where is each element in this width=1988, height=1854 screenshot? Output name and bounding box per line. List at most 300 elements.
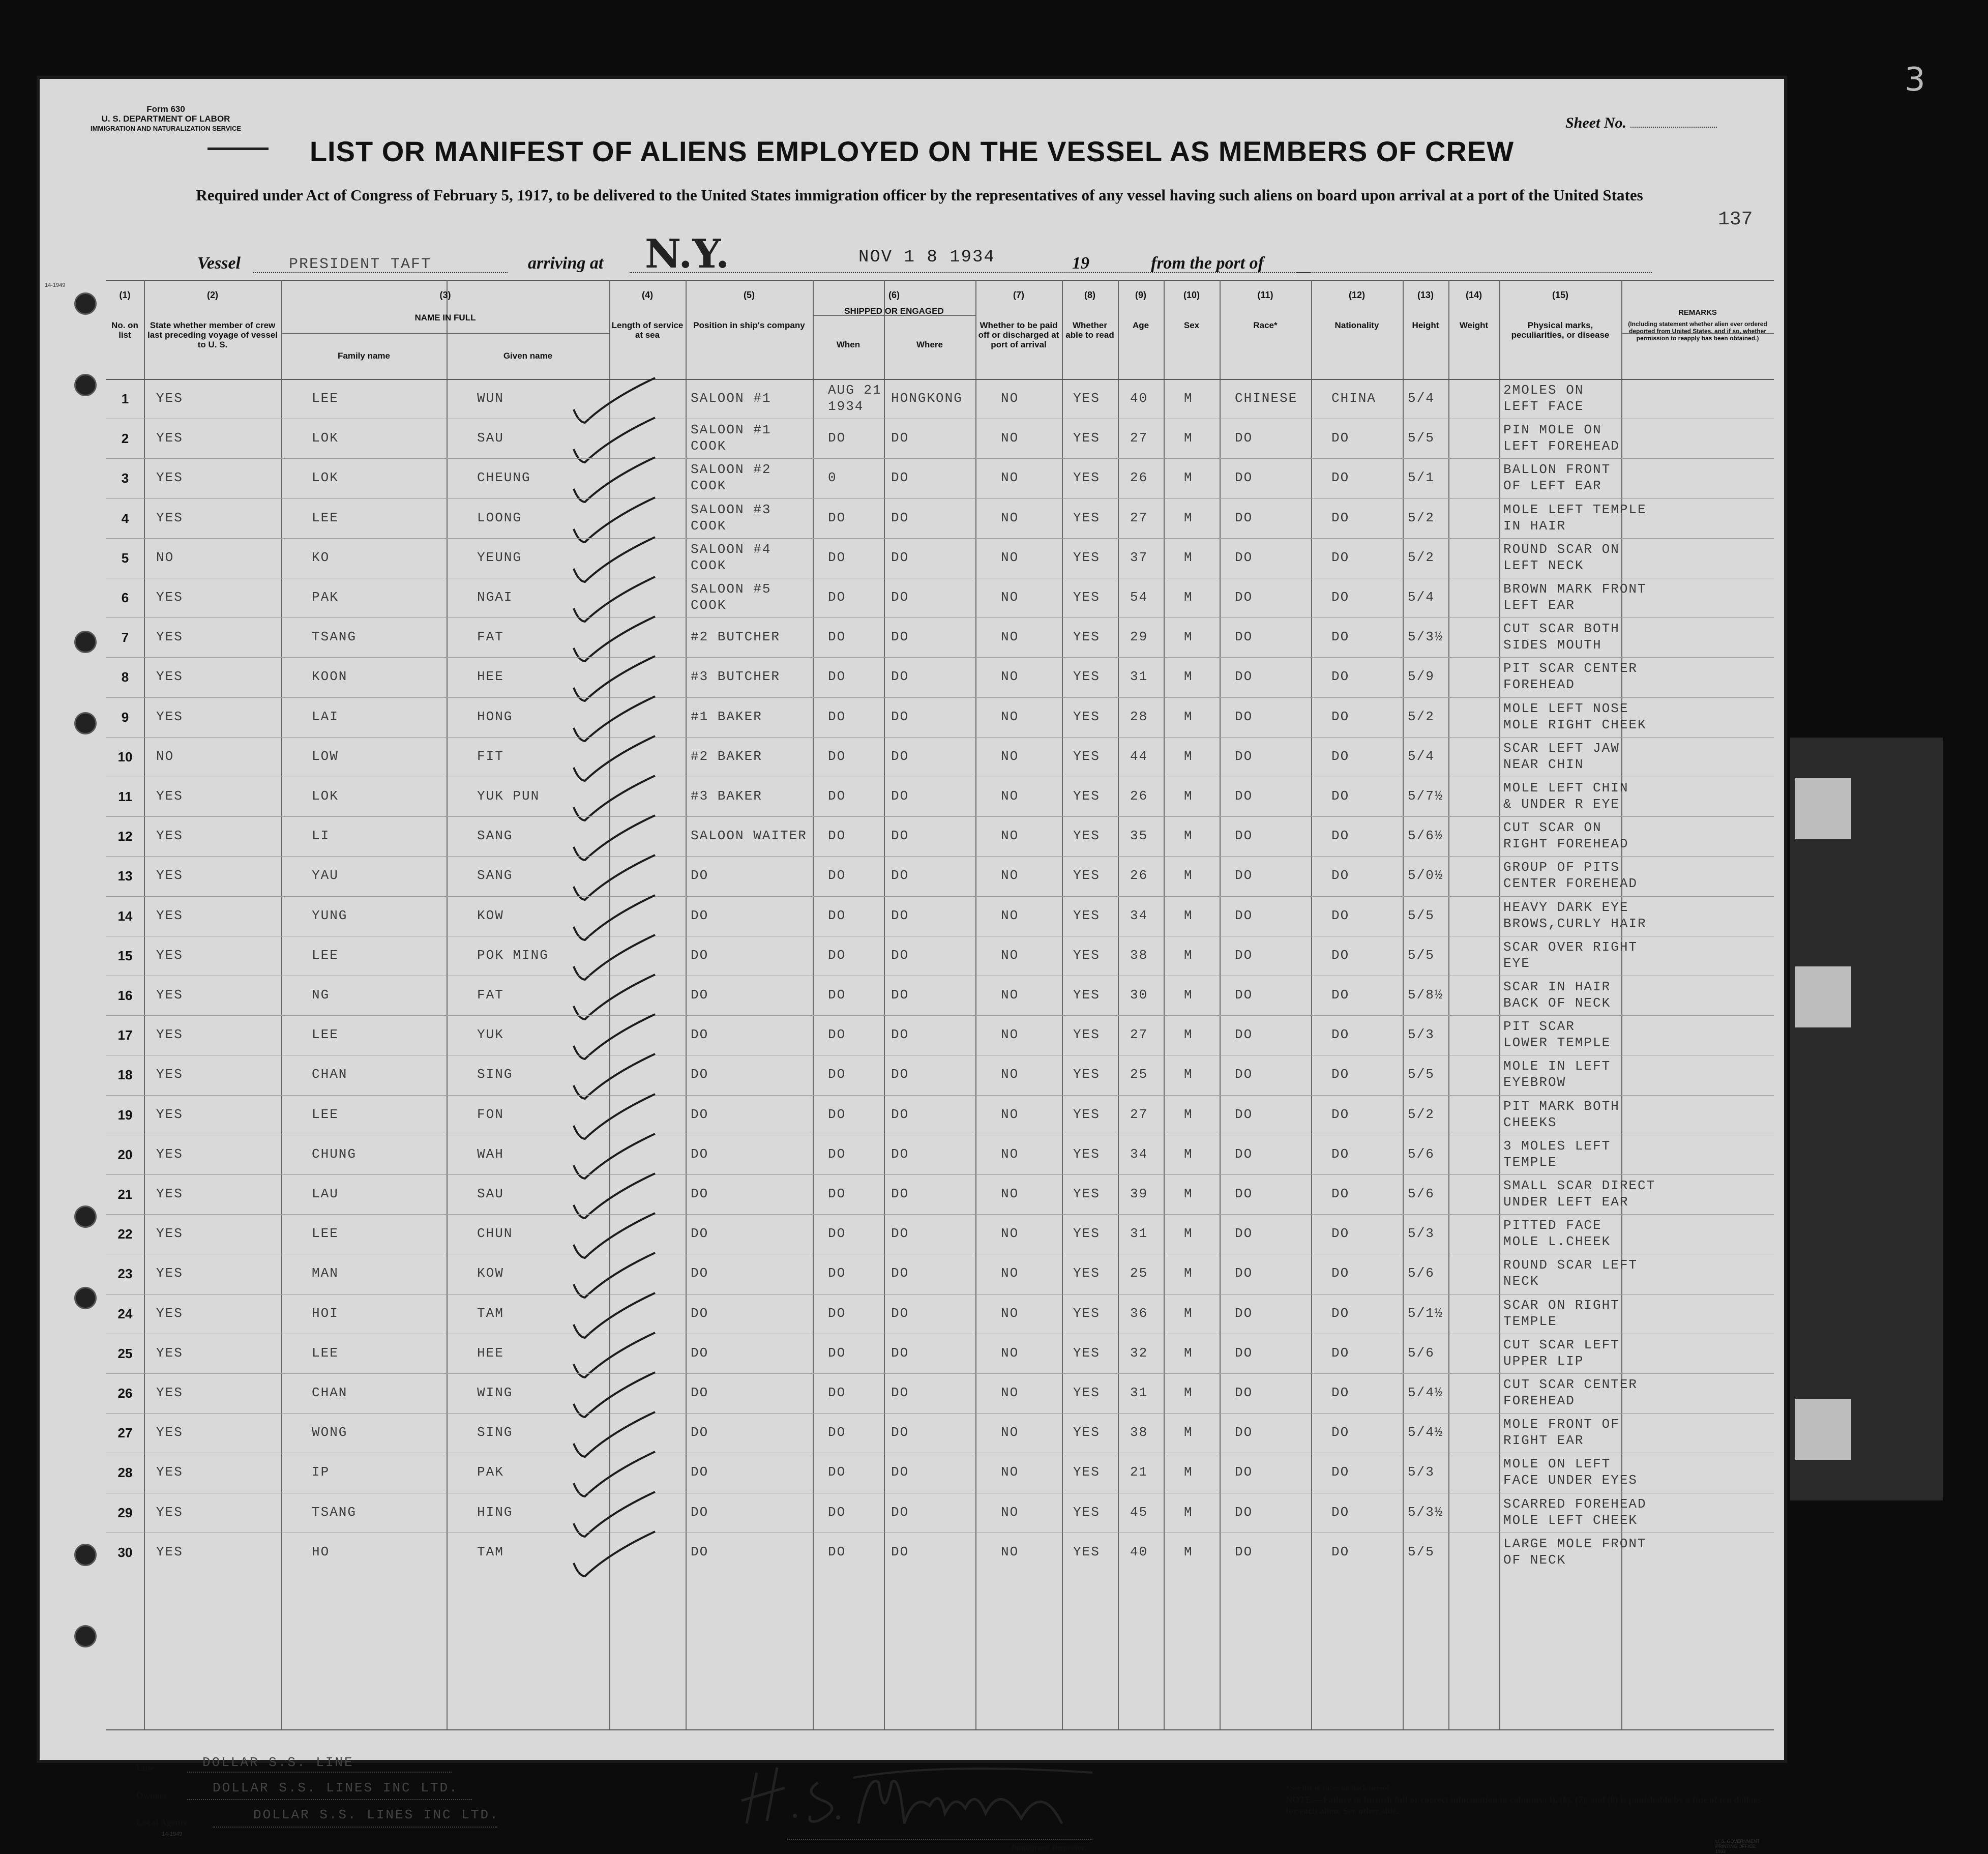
- cell-paid: NO: [1001, 1544, 1019, 1559]
- column-subheader: Family name: [338, 351, 390, 361]
- cell-read: YES: [1073, 1504, 1100, 1520]
- cell-marks2: FOREHEAD: [1503, 1393, 1575, 1408]
- cell-marks2: SIDES MOUTH: [1503, 637, 1602, 653]
- cell-age: 27: [1130, 430, 1148, 446]
- cell-pos1: #2 BAKER: [691, 748, 762, 764]
- cell-family: CHAN: [312, 1385, 348, 1400]
- cell-pos1: DO: [691, 1425, 709, 1440]
- cell-sex: M: [1184, 1067, 1193, 1082]
- cell-marks2: BACK OF NECK: [1503, 995, 1611, 1011]
- cell-age: 32: [1130, 1345, 1148, 1361]
- cell-marks1: HEAVY DARK EYE: [1503, 899, 1629, 915]
- cell-height: 5/2: [1408, 549, 1435, 565]
- cell-marks1: SMALL SCAR DIRECT: [1503, 1178, 1656, 1193]
- cell-paid: NO: [1001, 1385, 1019, 1400]
- cell-marks2: NECK: [1503, 1274, 1539, 1289]
- cell-marks2: LEFT FACE: [1503, 399, 1584, 414]
- cell-height: 5/2: [1408, 1106, 1435, 1122]
- cell-paid: NO: [1001, 1504, 1019, 1520]
- cell-given: SING: [477, 1067, 513, 1082]
- column-header: No. on list: [111, 320, 138, 340]
- cell-age: 26: [1130, 868, 1148, 884]
- cell-sex: M: [1184, 1266, 1193, 1281]
- cell-age: 25: [1130, 1266, 1148, 1281]
- cell-sex: M: [1184, 1425, 1193, 1440]
- cell-when1: DO: [828, 1504, 846, 1520]
- cell-where: DO: [891, 1027, 909, 1043]
- cell-prev: YES: [156, 430, 183, 446]
- cell-read: YES: [1073, 828, 1100, 844]
- cell-where: DO: [891, 549, 909, 565]
- cell-when1: DO: [828, 549, 846, 565]
- column-subheader: Given name: [503, 351, 553, 361]
- cell-pos1: DO: [691, 868, 709, 884]
- cell-height: 5/3: [1408, 1226, 1435, 1242]
- cell-marks2: OF LEFT EAR: [1503, 478, 1602, 494]
- cell-marks1: CUT SCAR CENTER: [1503, 1377, 1638, 1392]
- cell-height: 5/0½: [1408, 868, 1444, 884]
- table-row: [106, 1493, 1774, 1533]
- cell-read: YES: [1073, 629, 1100, 645]
- row-number: 20: [117, 1146, 133, 1162]
- cell-pos1: SALOON #1: [691, 422, 772, 438]
- cell-marks2: TEMPLE: [1503, 1154, 1557, 1170]
- cell-height: 5/5: [1408, 1544, 1435, 1559]
- cell-race: DO: [1235, 709, 1253, 724]
- cell-read: YES: [1073, 1106, 1100, 1122]
- cell-age: 27: [1130, 1106, 1148, 1122]
- cell-marks1: MOLE FRONT OF: [1503, 1417, 1620, 1432]
- column-number: (8): [1084, 290, 1095, 300]
- table-row: [106, 856, 1774, 896]
- cell-family: LOK: [312, 430, 339, 446]
- cell-age: 31: [1130, 1226, 1148, 1242]
- cell-sex: M: [1184, 828, 1193, 844]
- cell-prev: YES: [156, 590, 183, 605]
- cell-read: YES: [1073, 1345, 1100, 1361]
- row-number: 28: [117, 1465, 133, 1481]
- cell-marks2: LOWER TEMPLE: [1503, 1035, 1611, 1051]
- cell-given: WING: [477, 1385, 513, 1400]
- arrival-date-stamp: NOV 1 8 1934: [858, 248, 995, 267]
- cell-marks2: MOLE L.CHEEK: [1503, 1234, 1611, 1250]
- table-row: [106, 1453, 1774, 1492]
- cell-when1: DO: [828, 430, 846, 446]
- cell-nat: DO: [1331, 1464, 1350, 1480]
- cell-age: 38: [1130, 947, 1148, 963]
- cell-when1: DO: [828, 748, 846, 764]
- column-header: REMARKS: [1678, 308, 1717, 317]
- column-number: (7): [1013, 290, 1024, 300]
- cell-where: DO: [891, 987, 909, 1003]
- cell-height: 5/4: [1408, 748, 1435, 764]
- cell-read: YES: [1073, 549, 1100, 565]
- cell-prev: YES: [156, 1544, 183, 1559]
- cell-race: DO: [1235, 1067, 1253, 1082]
- cell-paid: NO: [1001, 391, 1019, 406]
- cell-pos2: COOK: [691, 438, 727, 454]
- cell-when1: DO: [828, 709, 846, 724]
- cell-age: 38: [1130, 1425, 1148, 1440]
- cell-nat: DO: [1331, 868, 1350, 884]
- cell-pos1: DO: [691, 1345, 709, 1361]
- cell-prev: YES: [156, 1305, 183, 1321]
- cell-paid: NO: [1001, 590, 1019, 605]
- column-number: (12): [1348, 290, 1365, 300]
- sheet-number: [1565, 114, 1717, 132]
- cell-nat: DO: [1331, 947, 1350, 963]
- cell-marks2: & UNDER R EYE: [1503, 797, 1620, 812]
- cell-when1: DO: [828, 1067, 846, 1082]
- cell-family: YAU: [312, 868, 339, 884]
- cell-prev: YES: [156, 1226, 183, 1242]
- cell-given: KOW: [477, 907, 504, 923]
- cell-read: YES: [1073, 1226, 1100, 1242]
- table-row: [106, 1533, 1774, 1572]
- column-number: (1): [119, 290, 131, 300]
- cell-family: CHAN: [312, 1067, 348, 1082]
- cell-where: DO: [891, 1504, 909, 1520]
- cell-pos2: COOK: [691, 478, 727, 494]
- cell-when1: DO: [828, 1544, 846, 1559]
- cell-read: YES: [1073, 1464, 1100, 1480]
- cell-height: 5/6: [1408, 1345, 1435, 1361]
- cell-age: 45: [1130, 1504, 1148, 1520]
- cell-sex: M: [1184, 1186, 1193, 1201]
- cell-marks1: GROUP OF PITS: [1503, 860, 1620, 875]
- cell-where: DO: [891, 430, 909, 446]
- punch-hole: [74, 374, 97, 396]
- cell-given: SING: [477, 1425, 513, 1440]
- cell-marks2: NEAR CHIN: [1503, 756, 1584, 772]
- printer-imprint: U. S. GOVERNMENT PRINTING OFFICE: 1933: [1715, 1839, 1760, 1854]
- cell-paid: NO: [1001, 1106, 1019, 1122]
- cell-age: 28: [1130, 709, 1148, 724]
- cell-paid: NO: [1001, 1345, 1019, 1361]
- cell-read: YES: [1073, 430, 1100, 446]
- row-number: 21: [117, 1187, 133, 1202]
- page-title: LIST OR MANIFEST OF ALIENS EMPLOYED ON THE VESSEL AS MEMBERS OF CREW: [309, 135, 1515, 167]
- cell-sex: M: [1184, 868, 1193, 884]
- cell-when1: DO: [828, 907, 846, 923]
- cell-race: DO: [1235, 907, 1253, 923]
- cell-sex: M: [1184, 590, 1193, 605]
- cell-when1: 0: [828, 470, 837, 486]
- table-row: [106, 1334, 1774, 1373]
- cell-family: TSANG: [312, 629, 357, 645]
- table-row: [106, 896, 1774, 936]
- column-header: Physical marks, peculiarities, or disease: [1511, 320, 1610, 340]
- cell-where: DO: [891, 629, 909, 645]
- cell-paid: NO: [1001, 470, 1019, 486]
- row-number: 4: [121, 510, 129, 526]
- cell-family: LAI: [312, 709, 339, 724]
- cell-nat: DO: [1331, 1106, 1350, 1122]
- column-number: (6): [888, 290, 900, 300]
- cell-family: LEE: [312, 1345, 339, 1361]
- vessel-line: [197, 231, 1672, 277]
- cell-pos1: DO: [691, 1266, 709, 1281]
- cell-pos1: SALOON #2: [691, 462, 772, 478]
- cell-sex: M: [1184, 391, 1193, 406]
- row-number: 9: [121, 709, 129, 725]
- cell-marks1: ROUND SCAR LEFT: [1503, 1257, 1638, 1273]
- page-number: 3: [1905, 61, 1925, 99]
- cell-where: DO: [891, 1544, 909, 1559]
- cell-prev: YES: [156, 629, 183, 645]
- crew-table: [106, 280, 1774, 1729]
- cell-family: LEE: [312, 947, 339, 963]
- cell-given: KOW: [477, 1266, 504, 1281]
- cell-pos1: DO: [691, 947, 709, 963]
- column-header: SHIPPED OR ENGAGED: [844, 306, 944, 316]
- cell-prev: YES: [156, 1464, 183, 1480]
- cell-when1: DO: [828, 1186, 846, 1201]
- table-row: [106, 737, 1774, 777]
- cell-family: LAU: [312, 1186, 339, 1201]
- cell-pos1: #2 BUTCHER: [691, 629, 781, 645]
- column-number: (5): [744, 290, 755, 300]
- cell-given: FON: [477, 1106, 504, 1122]
- cell-read: YES: [1073, 709, 1100, 724]
- form-identifier: [91, 104, 241, 133]
- cell-age: 30: [1130, 987, 1148, 1003]
- cell-prev: NO: [156, 748, 174, 764]
- cell-paid: NO: [1001, 1425, 1019, 1440]
- row-number: 19: [117, 1107, 133, 1123]
- cell-family: IP: [312, 1464, 330, 1480]
- cell-read: YES: [1073, 1027, 1100, 1043]
- cell-paid: NO: [1001, 1464, 1019, 1480]
- cell-read: YES: [1073, 788, 1100, 804]
- cell-prev: YES: [156, 788, 183, 804]
- cell-where: DO: [891, 947, 909, 963]
- cell-age: 39: [1130, 1186, 1148, 1201]
- cell-paid: NO: [1001, 1027, 1019, 1043]
- cell-pos2: COOK: [691, 598, 727, 613]
- cell-nat: DO: [1331, 1027, 1350, 1043]
- cell-race: DO: [1235, 510, 1253, 525]
- cell-nat: DO: [1331, 987, 1350, 1003]
- cell-race: DO: [1235, 1305, 1253, 1321]
- table-row: [106, 697, 1774, 737]
- cell-prev: YES: [156, 669, 183, 685]
- cell-read: YES: [1073, 590, 1100, 605]
- cell-nat: DO: [1331, 1305, 1350, 1321]
- inspector-label: Immigrant Inspector.: [1011, 1843, 1087, 1852]
- cell-given: PAK: [477, 1464, 504, 1480]
- cell-race: CHINESE: [1235, 391, 1298, 406]
- cell-pos1: SALOON #5: [691, 581, 772, 597]
- cell-sex: M: [1184, 470, 1193, 486]
- cell-marks1: MOLE LEFT CHIN: [1503, 780, 1629, 796]
- cell-race: DO: [1235, 1345, 1253, 1361]
- cell-marks1: MOLE IN LEFT: [1503, 1058, 1611, 1074]
- cell-age: 31: [1130, 669, 1148, 685]
- cell-read: YES: [1073, 947, 1100, 963]
- manifest-sheet: [40, 79, 1784, 1854]
- punch-hole: [74, 1625, 97, 1647]
- row-number: 16: [117, 988, 133, 1003]
- cell-marks1: SCAR ON RIGHT: [1503, 1297, 1620, 1313]
- cell-nat: CHINA: [1331, 391, 1377, 406]
- cell-race: DO: [1235, 1146, 1253, 1162]
- cell-where: DO: [891, 1186, 909, 1201]
- cell-read: YES: [1073, 1544, 1100, 1559]
- row-number: 13: [117, 868, 133, 884]
- row-number: 2: [121, 431, 129, 447]
- table-row: [106, 379, 1774, 419]
- cell-where: DO: [891, 1385, 909, 1400]
- form-id: Form 630: [146, 104, 185, 114]
- cell-marks1: BALLON FRONT: [1503, 462, 1611, 478]
- column-header: Length of service at sea: [611, 320, 684, 340]
- cell-race: DO: [1235, 1425, 1253, 1440]
- table-row: [106, 1135, 1774, 1174]
- cell-age: 35: [1130, 828, 1148, 844]
- cell-family: KOON: [312, 669, 348, 685]
- cell-height: 5/6: [1408, 1186, 1435, 1201]
- cell-marks1: PIT SCAR: [1503, 1019, 1575, 1035]
- cell-age: 21: [1130, 1464, 1148, 1480]
- cell-when1: DO: [828, 987, 846, 1003]
- cell-paid: NO: [1001, 907, 1019, 923]
- cell-where: DO: [891, 1146, 909, 1162]
- row-number: 14: [117, 908, 133, 924]
- cell-age: 40: [1130, 1544, 1148, 1559]
- cell-marks1: BROWN MARK FRONT: [1503, 581, 1647, 597]
- cell-prev: YES: [156, 1425, 183, 1440]
- cell-height: 5/3: [1408, 1464, 1435, 1480]
- cell-when1: DO: [828, 1027, 846, 1043]
- adjacent-page-strip: [1790, 738, 1943, 1500]
- cell-height: 5/6½: [1408, 828, 1444, 844]
- cell-prev: YES: [156, 868, 183, 884]
- cell-paid: NO: [1001, 828, 1019, 844]
- line-label: Line: [136, 1762, 155, 1773]
- cell-age: 26: [1130, 788, 1148, 804]
- cell-age: 34: [1130, 1146, 1148, 1162]
- cell-marks1: CUT SCAR LEFT: [1503, 1337, 1620, 1352]
- punch-hole: [74, 1205, 97, 1228]
- cell-marks1: MOLE LEFT NOSE: [1503, 700, 1629, 716]
- cell-family: LOK: [312, 470, 339, 486]
- page-subtitle: Required under Act of Congress of February 5, 1917, to be delivered to the United States immigration officer by the representatives of any vessel having such aliens on board upon arrival at a port of the United States: [196, 186, 1643, 204]
- column-header: Whether to be paid off or discharged at port of arrival: [978, 320, 1059, 349]
- row-number: 10: [117, 749, 133, 764]
- cell-paid: NO: [1001, 1266, 1019, 1281]
- cell-marks2: MOLE LEFT CHEEK: [1503, 1512, 1638, 1528]
- cell-marks1: LARGE MOLE FRONT: [1503, 1536, 1647, 1551]
- cell-read: YES: [1073, 1385, 1100, 1400]
- cell-height: 5/2: [1408, 709, 1435, 724]
- cell-when1: DO: [828, 828, 846, 844]
- cell-read: YES: [1073, 907, 1100, 923]
- cell-sex: M: [1184, 947, 1193, 963]
- column-header: State whether member of crew last preceding voyage of vessel to U. S.: [147, 320, 278, 349]
- cell-where: DO: [891, 590, 909, 605]
- cell-read: YES: [1073, 391, 1100, 406]
- cell-prev: YES: [156, 1146, 183, 1162]
- cell-sex: M: [1184, 549, 1193, 565]
- cell-marks1: SCAR OVER RIGHT: [1503, 939, 1638, 955]
- cell-read: YES: [1073, 1146, 1100, 1162]
- cell-race: DO: [1235, 748, 1253, 764]
- column-subheader: When: [836, 340, 861, 349]
- cell-nat: DO: [1331, 1226, 1350, 1242]
- table-row: [106, 1373, 1774, 1413]
- cell-marks2: OF NECK: [1503, 1552, 1566, 1568]
- cell-sex: M: [1184, 907, 1193, 923]
- table-row: [106, 816, 1774, 856]
- cell-prev: NO: [156, 549, 174, 565]
- cell-sex: M: [1184, 788, 1193, 804]
- cell-height: 5/5: [1408, 907, 1435, 923]
- cell-sex: M: [1184, 430, 1193, 446]
- cell-marks2: LEFT NECK: [1503, 557, 1584, 573]
- cell-when1: DO: [828, 1385, 846, 1400]
- agents-code: 14-1949: [162, 1831, 183, 1837]
- cell-nat: DO: [1331, 590, 1350, 605]
- cell-when2: 1934: [828, 399, 864, 414]
- cell-marks1: SCAR LEFT JAW: [1503, 740, 1620, 756]
- cell-height: 5/4½: [1408, 1385, 1444, 1400]
- cell-where: DO: [891, 1067, 909, 1082]
- column-number: (14): [1465, 290, 1482, 300]
- cell-pos1: SALOON #1: [691, 391, 772, 406]
- cell-read: YES: [1073, 1266, 1100, 1281]
- service: IMMIGRATION AND NATURALIZATION SERVICE: [91, 125, 242, 132]
- arriving-port-handwritten: N.Y.: [645, 231, 730, 277]
- cell-pos1: SALOON #3: [691, 502, 772, 517]
- cell-given: CHEUNG: [477, 470, 531, 486]
- cell-when1: DO: [828, 1464, 846, 1480]
- cell-height: 5/5: [1408, 1067, 1435, 1082]
- cell-sex: M: [1184, 1345, 1193, 1361]
- cell-marks1: CUT SCAR BOTH: [1503, 621, 1620, 637]
- cell-age: 25: [1130, 1067, 1148, 1082]
- cell-height: 5/6: [1408, 1146, 1435, 1162]
- cell-paid: NO: [1001, 1305, 1019, 1321]
- cell-given: TAM: [477, 1544, 504, 1559]
- cell-pos1: #3 BUTCHER: [691, 669, 781, 685]
- sheet-label: Sheet No.: [1565, 114, 1626, 131]
- cell-family: MAN: [312, 1266, 339, 1281]
- cell-where: DO: [891, 1106, 909, 1122]
- column-number: (9): [1135, 290, 1146, 300]
- cell-race: DO: [1235, 868, 1253, 884]
- cell-nat: DO: [1331, 907, 1350, 923]
- cell-marks2: EYE: [1503, 955, 1530, 971]
- punch-hole: [74, 292, 97, 315]
- cell-height: 5/6: [1408, 1266, 1435, 1281]
- footnote-races: *See list of races on back hereof.: [1286, 1784, 1391, 1792]
- cell-when1: DO: [828, 947, 846, 963]
- cell-family: PAK: [312, 590, 339, 605]
- cell-given: YEUNG: [477, 549, 522, 565]
- cell-marks1: MOLE ON LEFT: [1503, 1456, 1611, 1472]
- cell-sex: M: [1184, 1504, 1193, 1520]
- cell-age: 29: [1130, 629, 1148, 645]
- cell-marks2: UNDER LEFT EAR: [1503, 1194, 1629, 1210]
- cell-paid: NO: [1001, 788, 1019, 804]
- cell-when1: DO: [828, 1305, 846, 1321]
- footnote-penalty: NOTE.—Failure to furnish full or correct information in columns (3), (6), (7), and (8) is punishable by a fine of ten dollars for each alien. See other side.: [1286, 1794, 1761, 1816]
- cell-prev: YES: [156, 907, 183, 923]
- cell-marks1: ROUND SCAR ON: [1503, 541, 1620, 557]
- cell-race: DO: [1235, 1186, 1253, 1201]
- cell-paid: NO: [1001, 868, 1019, 884]
